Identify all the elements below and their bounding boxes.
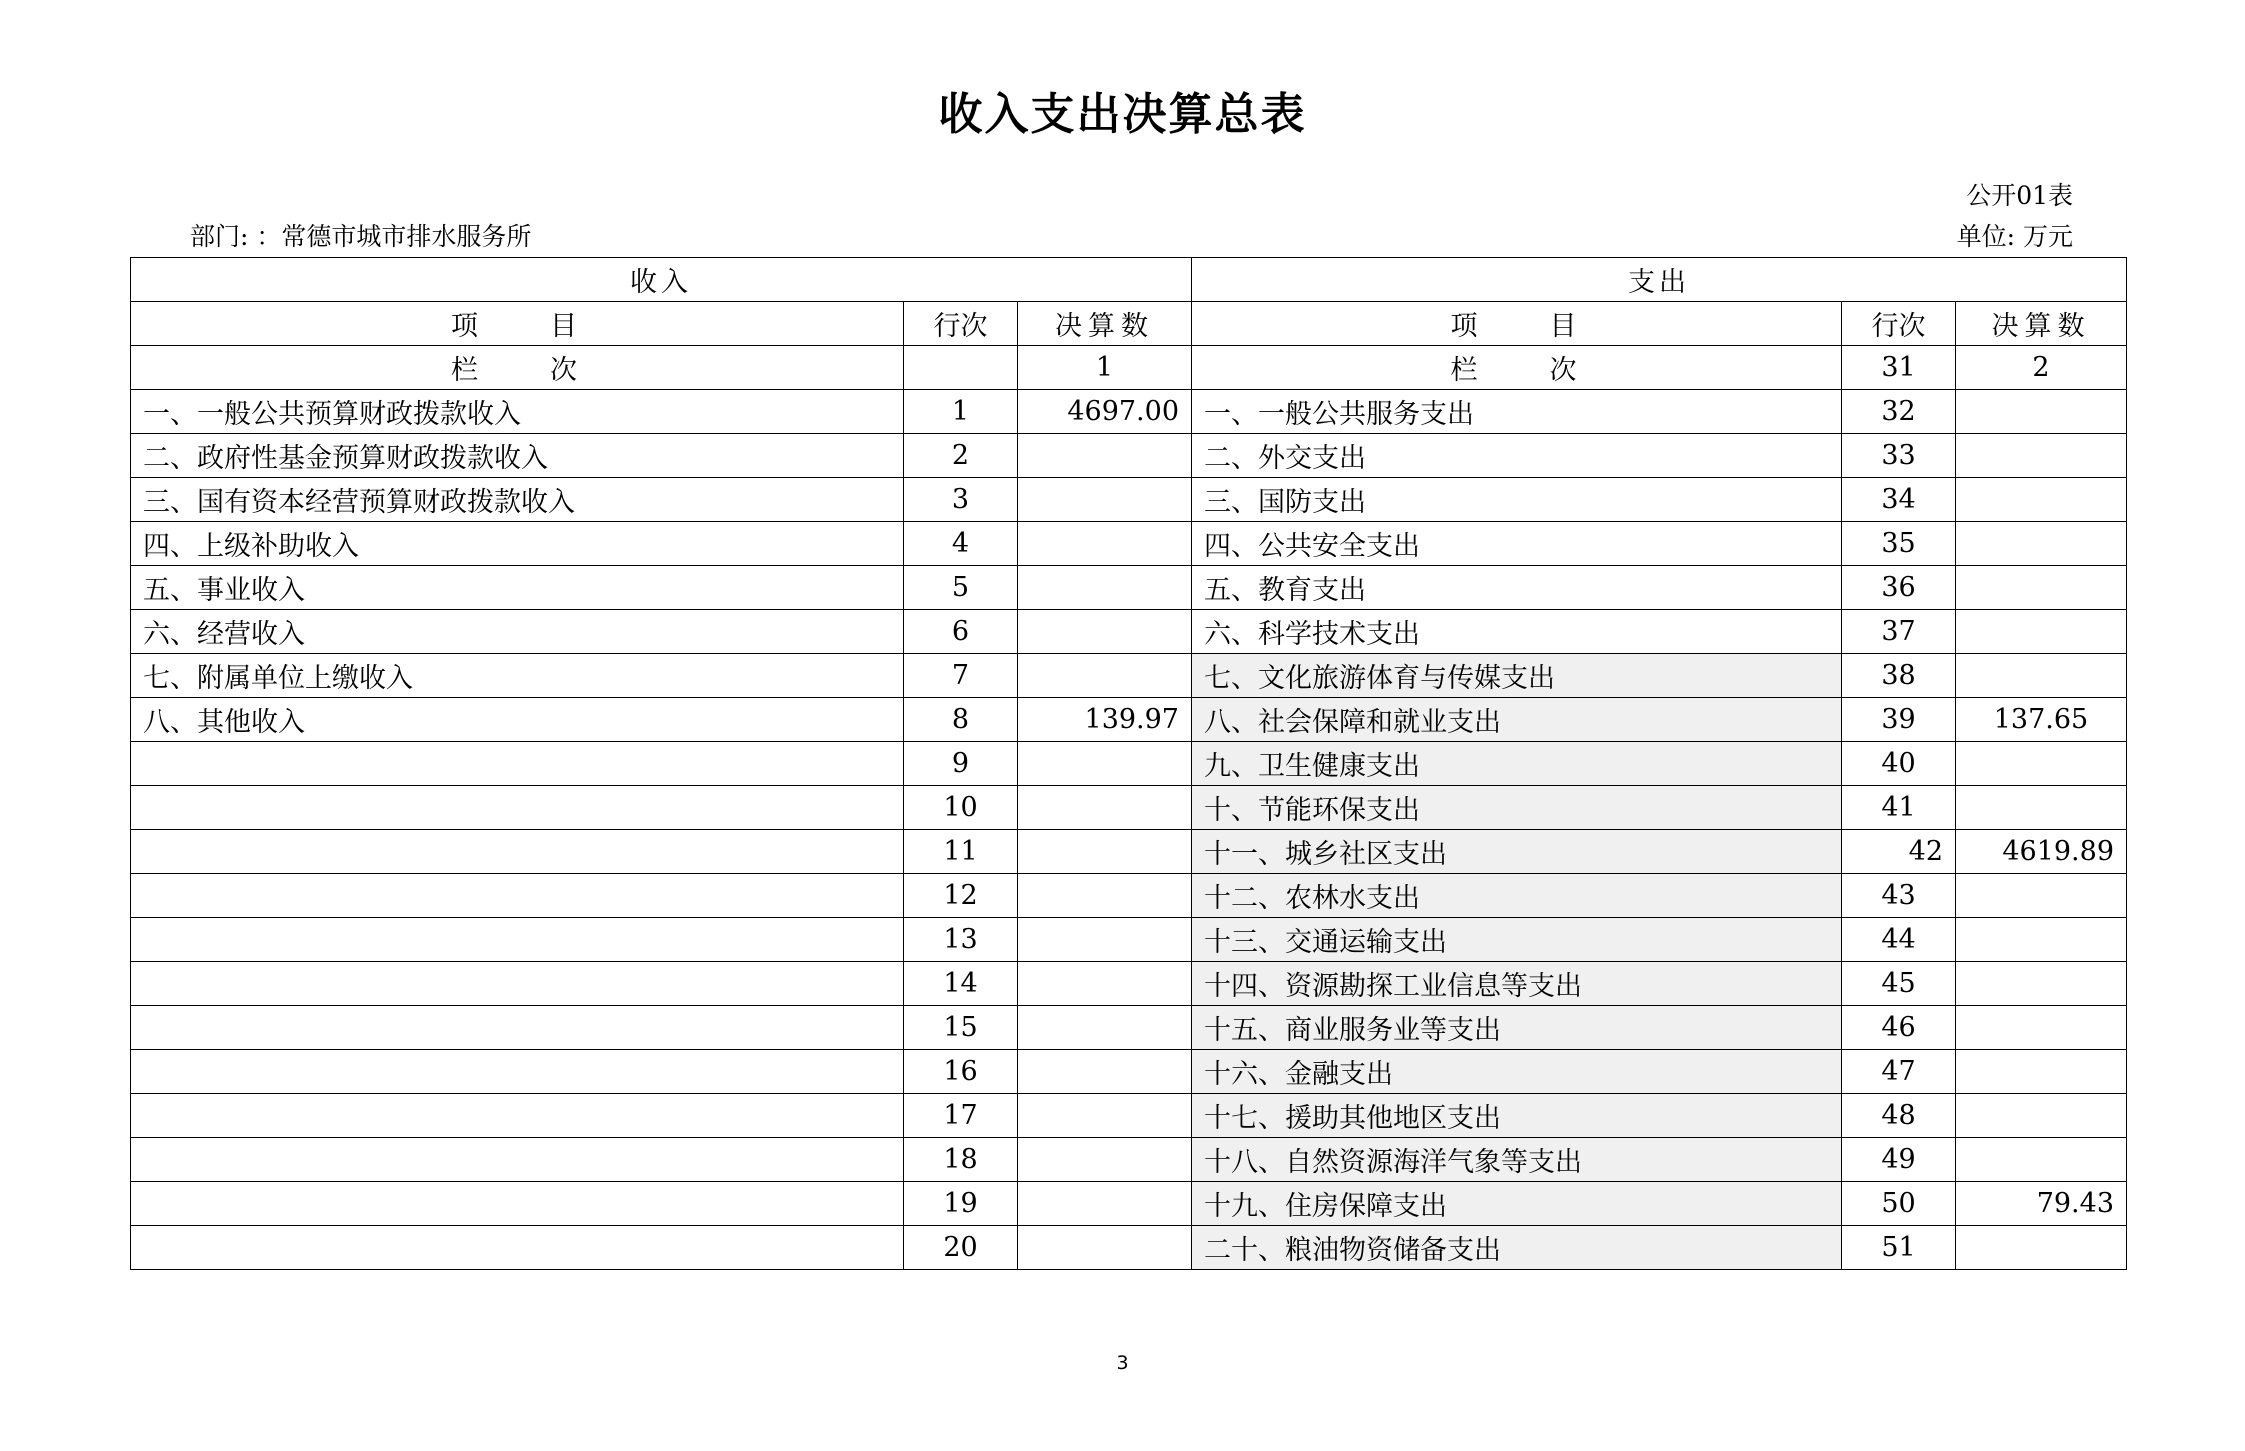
expense-order-no: 2 [1956, 346, 2127, 390]
table-row [131, 654, 2127, 698]
income-row-cell: 4 [904, 522, 1018, 566]
income-item-cell: 七、附属单位上缴收入 [131, 654, 904, 698]
income-amount-cell [1018, 478, 1192, 522]
expense-amount-cell [1956, 478, 2127, 522]
income-row-cell: 5 [904, 566, 1018, 610]
income-item-cell [131, 1050, 904, 1094]
income-amount-cell [1018, 610, 1192, 654]
expense-row-cell: 49 [1842, 1138, 1956, 1182]
income-item-cell: 三、国有资本经营预算财政拨款收入 [131, 478, 904, 522]
expense-item-cell: 七、文化旅游体育与传媒支出 [1192, 654, 1842, 698]
expense-item-cell: 六、科学技术支出 [1192, 610, 1842, 654]
income-order-label: 栏 次 [131, 346, 904, 390]
expense-item-cell: 十三、交通运输支出 [1192, 918, 1842, 962]
income-header: 收入 [131, 258, 1192, 302]
expense-row-cell: 36 [1842, 566, 1956, 610]
income-row-cell: 20 [904, 1226, 1018, 1270]
income-row-cell: 14 [904, 962, 1018, 1006]
section-header-row [131, 258, 2127, 302]
unit-label: 单位: 万元 [1956, 222, 2073, 251]
table-row [131, 1226, 2127, 1270]
income-item-cell: 一、一般公共预算财政拨款收入 [131, 390, 904, 434]
income-item-cell [131, 1226, 904, 1270]
table-row [131, 786, 2127, 830]
expense-row-cell: 40 [1842, 742, 1956, 786]
expense-row-cell: 47 [1842, 1050, 1956, 1094]
income-amount-cell [1018, 566, 1192, 610]
income-item-cell [131, 786, 904, 830]
expense-item-cell: 十七、援助其他地区支出 [1192, 1094, 1842, 1138]
income-order-no: 1 [1018, 346, 1192, 390]
expense-item-cell: 十八、自然资源海洋气象等支出 [1192, 1138, 1842, 1182]
expense-row-cell: 39 [1842, 698, 1956, 742]
expense-item-cell: 一、一般公共服务支出 [1192, 390, 1842, 434]
income-amount-cell [1018, 962, 1192, 1006]
income-amount-cell [1018, 918, 1192, 962]
income-amount-cell [1018, 1006, 1192, 1050]
page-title: 收入支出决算总表 [938, 89, 1307, 140]
income-item-cell [131, 1006, 904, 1050]
expense-amount-cell [1956, 1138, 2127, 1182]
expense-item-cell: 十五、商业服务业等支出 [1192, 1006, 1842, 1050]
expense-row-cell: 34 [1842, 478, 1956, 522]
expense-row-cell: 35 [1842, 522, 1956, 566]
expense-amount-cell [1956, 786, 2127, 830]
income-item-cell: 八、其他收入 [131, 698, 904, 742]
income-row-cell: 3 [904, 478, 1018, 522]
income-row-cell: 18 [904, 1138, 1018, 1182]
expense-amount-cell: 4619.89 [1956, 830, 2127, 874]
table-row [131, 522, 2127, 566]
column-order-row [131, 346, 2127, 390]
expense-amount-cell [1956, 1050, 2127, 1094]
expense-item-cell: 九、卫生健康支出 [1192, 742, 1842, 786]
table-row [131, 1006, 2127, 1050]
income-amount-cell [1018, 1094, 1192, 1138]
expense-amount-cell [1956, 566, 2127, 610]
income-amount-cell: 4697.00 [1018, 390, 1192, 434]
form-number: 公开01表 [1966, 181, 2073, 210]
income-item-cell [131, 830, 904, 874]
income-amount-cell [1018, 786, 1192, 830]
table-row [131, 874, 2127, 918]
income-amount-header: 决算数 [1018, 302, 1192, 346]
table-row [131, 1094, 2127, 1138]
expense-amount-cell [1956, 918, 2127, 962]
expense-row-header: 行次 [1842, 302, 1956, 346]
table-row [131, 1138, 2127, 1182]
expense-amount-cell [1956, 1094, 2127, 1138]
expense-row-cell: 50 [1842, 1182, 1956, 1226]
income-item-cell: 二、政府性基金预算财政拨款收入 [131, 434, 904, 478]
income-row-cell: 13 [904, 918, 1018, 962]
income-amount-cell: 139.97 [1018, 698, 1192, 742]
expense-row-cell: 45 [1842, 962, 1956, 1006]
income-item-cell [131, 742, 904, 786]
income-item-cell: 五、事业收入 [131, 566, 904, 610]
income-row-cell: 2 [904, 434, 1018, 478]
income-amount-cell [1018, 654, 1192, 698]
income-row-cell: 16 [904, 1050, 1018, 1094]
income-expense-table [130, 257, 2127, 1270]
expense-item-cell: 十一、城乡社区支出 [1192, 830, 1842, 874]
income-row-cell: 19 [904, 1182, 1018, 1226]
table-row [131, 390, 2127, 434]
income-amount-cell [1018, 830, 1192, 874]
income-amount-cell [1018, 1226, 1192, 1270]
income-amount-cell [1018, 1050, 1192, 1094]
income-item-header: 项 目 [131, 302, 904, 346]
expense-order-label: 栏 次 [1192, 346, 1842, 390]
expense-amount-header: 决算数 [1956, 302, 2127, 346]
expense-row-cell: 43 [1842, 874, 1956, 918]
table-row [131, 742, 2127, 786]
income-amount-cell [1018, 742, 1192, 786]
income-row-cell: 1 [904, 390, 1018, 434]
income-item-cell: 六、经营收入 [131, 610, 904, 654]
expense-item-cell: 五、教育支出 [1192, 566, 1842, 610]
expense-item-cell: 三、国防支出 [1192, 478, 1842, 522]
expense-item-cell: 四、公共安全支出 [1192, 522, 1842, 566]
table-row [131, 698, 2127, 742]
income-row-header: 行次 [904, 302, 1018, 346]
expense-item-cell: 十二、农林水支出 [1192, 874, 1842, 918]
income-amount-cell [1018, 522, 1192, 566]
expense-item-cell: 十六、金融支出 [1192, 1050, 1842, 1094]
table-row [131, 1182, 2127, 1226]
expense-item-cell: 二十、粮油物资储备支出 [1192, 1226, 1842, 1270]
expense-row-cell: 32 [1842, 390, 1956, 434]
expense-row-cell: 51 [1842, 1226, 1956, 1270]
expense-row-cell: 37 [1842, 610, 1956, 654]
income-row-cell: 12 [904, 874, 1018, 918]
department-label: 部门: ：常德市城市排水服务所 [190, 222, 532, 251]
expense-amount-cell [1956, 610, 2127, 654]
expense-amount-cell [1956, 962, 2127, 1006]
expense-row-cell: 48 [1842, 1094, 1956, 1138]
table-row [131, 918, 2127, 962]
income-item-cell [131, 962, 904, 1006]
income-amount-cell [1018, 1138, 1192, 1182]
table-row [131, 478, 2127, 522]
expense-amount-cell [1956, 390, 2127, 434]
expense-row-cell: 33 [1842, 434, 1956, 478]
table-row [131, 1050, 2127, 1094]
expense-amount-cell [1956, 522, 2127, 566]
income-row-cell: 10 [904, 786, 1018, 830]
expense-header: 支出 [1192, 258, 2127, 302]
income-amount-cell [1018, 1182, 1192, 1226]
expense-order-row: 31 [1842, 346, 1956, 390]
expense-amount-cell: 79.43 [1956, 1182, 2127, 1226]
income-item-cell [131, 874, 904, 918]
expense-amount-cell [1956, 874, 2127, 918]
income-item-cell [131, 918, 904, 962]
expense-item-cell: 十九、住房保障支出 [1192, 1182, 1842, 1226]
income-amount-cell [1018, 434, 1192, 478]
expense-item-cell: 十四、资源勘探工业信息等支出 [1192, 962, 1842, 1006]
expense-row-cell: 38 [1842, 654, 1956, 698]
income-row-cell: 8 [904, 698, 1018, 742]
income-row-cell: 7 [904, 654, 1018, 698]
column-header-row [131, 302, 2127, 346]
income-row-cell: 17 [904, 1094, 1018, 1138]
expense-row-cell: 44 [1842, 918, 1956, 962]
expense-item-cell: 八、社会保障和就业支出 [1192, 698, 1842, 742]
expense-amount-cell [1956, 654, 2127, 698]
table-row [131, 566, 2127, 610]
income-row-cell: 9 [904, 742, 1018, 786]
income-item-cell [131, 1094, 904, 1138]
income-row-cell: 11 [904, 830, 1018, 874]
expense-item-cell: 十、节能环保支出 [1192, 786, 1842, 830]
income-order-row [904, 346, 1018, 390]
income-item-cell: 四、上级补助收入 [131, 522, 904, 566]
income-item-cell [131, 1138, 904, 1182]
income-item-cell [131, 1182, 904, 1226]
expense-row-cell: 46 [1842, 1006, 1956, 1050]
expense-item-cell: 二、外交支出 [1192, 434, 1842, 478]
expense-amount-cell [1956, 434, 2127, 478]
expense-row-cell: 41 [1842, 786, 1956, 830]
table-row [131, 610, 2127, 654]
income-amount-cell [1018, 874, 1192, 918]
table-row [131, 830, 2127, 874]
income-row-cell: 6 [904, 610, 1018, 654]
income-row-cell: 15 [904, 1006, 1018, 1050]
table-row [131, 962, 2127, 1006]
table-row [131, 434, 2127, 478]
expense-amount-cell: 137.65 [1956, 698, 2127, 742]
expense-amount-cell [1956, 1006, 2127, 1050]
page-number: 3 [1116, 1352, 1129, 1374]
expense-amount-cell [1956, 742, 2127, 786]
expense-item-header: 项 目 [1192, 302, 1842, 346]
expense-amount-cell [1956, 1226, 2127, 1270]
expense-row-cell: 42 [1842, 830, 1956, 874]
